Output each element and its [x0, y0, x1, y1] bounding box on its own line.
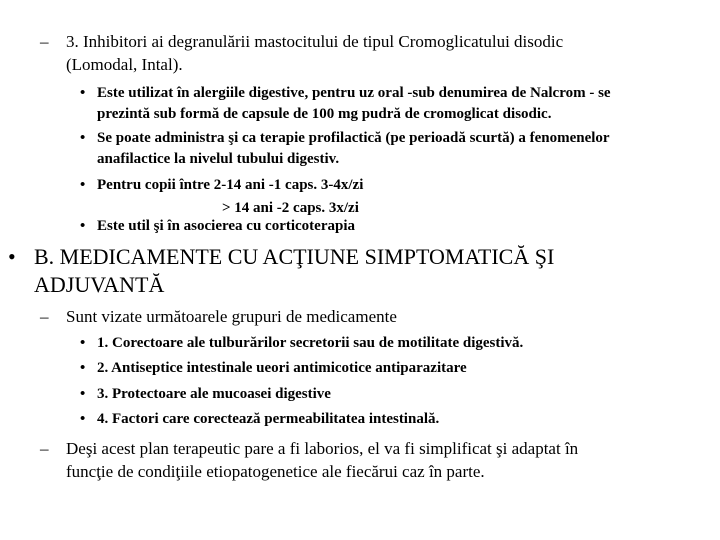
bullet-marker: •: [80, 411, 86, 427]
dash-marker: –: [40, 307, 49, 326]
section-a-heading-line1: 3. Inhibitori ai degranulării mastocitului de tipul Cromoglicatului disodic: [66, 32, 564, 51]
dash-marker: –: [40, 439, 49, 458]
bullet-marker: •: [80, 218, 86, 234]
group-item-1: 1. Corectoare ale tulburărilor secretorii sau de motilitate digestivă.: [97, 335, 524, 351]
group-item-2: 2. Antiseptice intestinale ueori antimicotice antiparazitare: [97, 360, 467, 376]
closing-line2: funcţie de condiţiile etiopatogenetice ale fiecărui caz în parte.: [66, 462, 485, 481]
bullet-marker: •: [80, 360, 86, 376]
section-a-item-1-line2: prezintă sub formă de capsule de 100 mg pudră de cromoglicat disodic.: [97, 106, 552, 122]
bullet-marker: •: [80, 335, 86, 351]
bullet-marker: •: [80, 177, 86, 193]
section-a-item-3-line1: Pentru copii între 2-14 ani -1 caps. 3-4x/zi: [97, 177, 364, 193]
section-a-item-4-line1: Este util şi în asocierea cu corticoterapia: [97, 218, 356, 234]
bullet-marker: •: [80, 85, 86, 101]
group-item-4: 4. Factori care corectează permeabilitatea intestinală.: [97, 411, 440, 427]
section-b-heading-line2: ADJUVANTĂ: [34, 272, 165, 297]
group-item-3: 3. Protectoare ale mucoasei digestive: [97, 386, 331, 402]
section-a-item-3-line2: > 14 ani -2 caps. 3x/zi: [222, 200, 359, 216]
section-a-item-2-line1: Se poate administra şi ca terapie profilactică (pe perioadă scurtă) a fenomenelor: [97, 130, 610, 146]
bullet-marker-large: •: [8, 244, 16, 269]
section-b-sub-heading: Sunt vizate următoarele grupuri de medicamente: [66, 307, 397, 326]
section-a-item-1-line1: Este utilizat în alergiile digestive, pentru uz oral -sub denumirea de Nalcrom - se: [97, 85, 611, 101]
closing-line1: Deşi acest plan terapeutic pare a fi laborios, el va fi simplificat şi adaptat în: [66, 439, 579, 458]
section-b-heading-line1: B. MEDICAMENTE CU ACŢIUNE SIMPTOMATICĂ ŞI: [34, 244, 555, 269]
bullet-marker: •: [80, 130, 86, 146]
section-a-item-2-line2: anafilactice la nivelul tubului digestiv.: [97, 151, 340, 167]
section-a-heading-line2: (Lomodal, Intal).: [66, 55, 183, 74]
dash-marker: –: [40, 32, 49, 51]
bullet-marker: •: [80, 386, 86, 402]
